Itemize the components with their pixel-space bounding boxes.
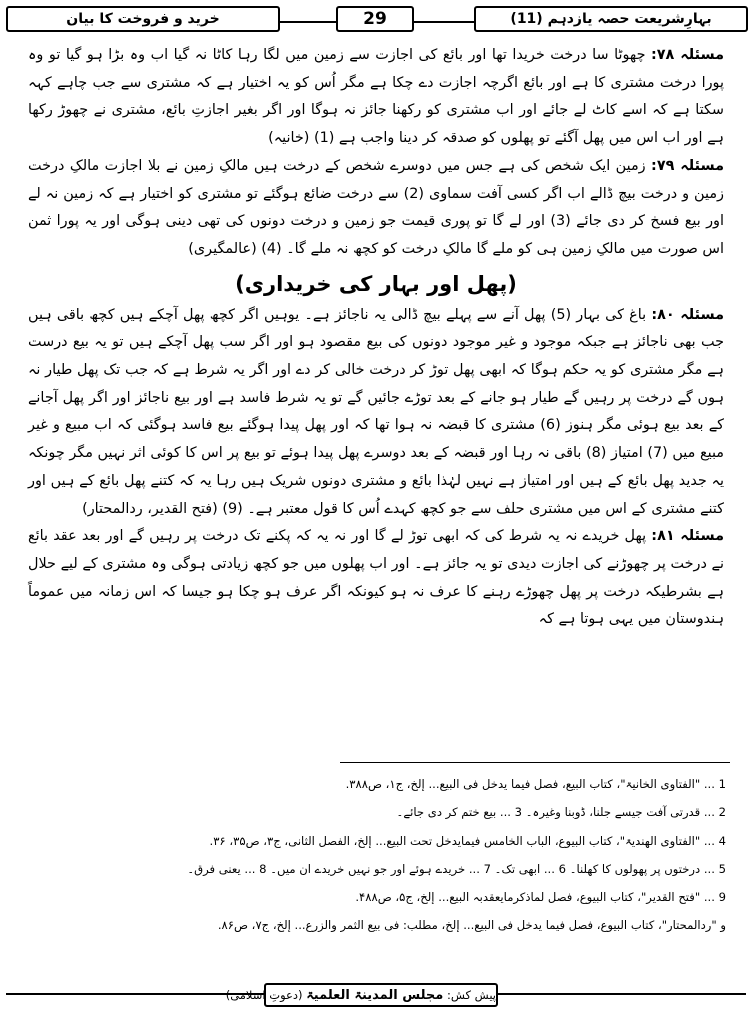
footnotes [40, 770, 726, 940]
book-title: بہارِشریعت حصہ یازدہم (11) [474, 6, 748, 32]
masala-text: زمین ایک شخص کی ہے جس میں دوسرے شخص کے درخت ہیں مالکِ زمین نے بلا اجازت مالکِ درخت زمین و درخت بیچ ڈالے اب اگر کسی آفت سماوی (2) سے درخت ضائع ہوگئے تو مشتری کو اختیار ہے کہ زمین نہ لے اور بیع فسخ کر دی جائے (3) اور لے گا تو پوری قیمت جو زمین و درخت دونوں کی تھی دینی ہوگی اور یہ پورا ثمن اس صورت میں مالکِ زمین ہی کو ملے گا مالکِ درخت کو کچھ نہ ملے گا۔ (4) (عالمگیری) [28, 157, 724, 257]
masala-text: باغ کی بہار (5) پھل آنے سے پہلے بیچ ڈالی یہ ناجائز ہے۔ یوہیں اگر کچھ پھل آچکے ہیں کچھ باقی ہیں جب بھی ناجائز ہے جبکہ موجود و غیر موجود دونوں کی بیع مقصود ہو اور اگر سب پھل آچکے ہیں تو یہ بیع درست ہے مگر مشتری کو یہ حکم ہوگا کہ ابھی پھل توڑ کر درخت خالی کر دے اور اگر یہ شرط ہے کہ جب تک پھل طیار نہ ہوں گے درخت پر رہیں گے طیار ہو جانے کے بعد توڑے جائیں گے تو یہ شرط فاسد ہے اور بیع ناجائز اور اگر پھل آجانے کے بعد بیع ہوئی مگر ہنوز (6) مشتری کا قبضہ نہ ہوا تھا کہ اور پھل پیدا ہوگئے بیع فاسد ہوگئی کہ اب مبیع و غیر مبیع میں (7) امتیاز (8) باقی نہ رہا اور قبضہ کے بعد دوسرے پھل پیدا ہوئے تو بیع پر اس کا کوئی اثر نہیں مگر چونکہ یہ جدید پھل بائع کے ہیں اور امتیاز ہے نہیں لہٰذا بائع و مشتری دونوں شریک ہیں رہا یہ کہ کتنے پھل بائع کے ہیں اور کتنے مشتری کے اس میں مشتری حلف سے جو کچھ کہدے اُس کا قول معتبر ہے۔ (9) (فتح القدیر، ردالمحتار) [28, 306, 724, 517]
footnote: 4 ... "الفتاوی الھندیۃ"، کتاب البیوع، الباب الخامس فیمایدخل تحت البیع... إلخ، الفصل الثانی، ج۳، ص۳۵، ۳۶. [209, 833, 726, 848]
footnote: 5 ... درختوں پر پھولوں کا کھلنا۔ 6 ... ابھی تک۔ 7 ... خریدے ہوئے اور جو نہیں خریدے ان میں۔ 8 ... یعنی فرق۔ [187, 861, 726, 876]
publisher-prefix: پیش کش: [447, 988, 496, 1002]
page-header [6, 6, 746, 30]
footnote: 9 ... "فتح القدیر"، کتاب البیوع، فصل لماذکرمایعقدبہ البیع... إلخ، ج۵، ص۴۸۸. [355, 890, 726, 905]
masala-text: چھوٹا سا درخت خریدا تھا اور بائع کی اجازت سے زمین میں لگا رہا کاٹا نہ گیا اب وہ بڑا ہو گیا تو وہ پورا درخت مشتری کا ہے اور بائع اگرچہ اجازت دے چکا ہے مگر اُس کو یہ اختیار ہے کہ مشتری سے جب چاہے کہہ سکتا ہے کہ اسے کاٹ لے جائے اور اب مشتری کو رکھنا جائز نہ ہوگا اور اگر بغیر اجازتِ بائع، مشتری نے چھوڑ رکھا ہے اور اب اس میں پھل آگئے تو پھلوں کو صدقہ کر دینا واجب ہے (1) (خانیہ) [28, 47, 724, 147]
masala-paragraph [28, 42, 724, 153]
masala-label: مسئلہ ۷۹: [651, 157, 724, 174]
masala-paragraph [28, 523, 724, 634]
chapter-title: خرید و فروخت کا بیان [6, 6, 280, 32]
main-text [28, 42, 724, 634]
footnote-rule [340, 762, 730, 763]
masala-label: مسئلہ ۸۱: [651, 528, 724, 545]
page-footer [6, 983, 746, 1005]
masala-label: مسئلہ ۷۸: [650, 47, 725, 63]
publisher-name: مجلس المدینۃ العلمیۃ [306, 988, 444, 1003]
footnote: 1 ... "الفتاوی الخانیۃ"، کتاب البیع، فصل فیما یدخل فی البیع... إلخ، ج۱، ص۳۸۸. [345, 777, 726, 791]
masala-paragraph [28, 153, 724, 264]
masala-text: پھل خریدے نہ یہ شرط کی کہ ابھی توڑ لے گا اور نہ یہ کہ پکنے تک درخت پر رہیں گے اور بعد عقد بائع نے درخت پر چھوڑنے کی اجازت دیدی تو یہ جائز ہے۔ اور اب پھلوں میں جو کچھ زیادتی ہوگی وہ مشتری کے لیے حلال ہے بشرطیکہ درخت پر پھل چھوڑے رہنے کا عرف نہ ہو کیونکہ اگر عرف ہو چکا ہو جیسا کہ اس زمانہ میں عموماً ہندوستان میں یہی ہوتا ہے کہ [28, 528, 724, 628]
section-heading: (پھل اور بہار کی خریداری) [235, 271, 517, 296]
page-number: 29 [336, 6, 414, 32]
publisher-box [225, 983, 498, 1007]
footnote: و "ردالمحتار"، کتاب البیوع، فصل فیما یدخل فی البیع... إلخ، مطلب: فی بیع الثمر والزرع... إلخ، ج۷، ص۸۶. [217, 918, 726, 933]
masala-paragraph [28, 302, 724, 524]
footnote: 2 ... قدرتی آفت جیسے جلنا، ڈوبنا وغیرہ۔ 3 ... بیع ختم کر دی جائے۔ [396, 805, 726, 820]
masala-label: مسئلہ ۸۰: [651, 306, 725, 323]
publisher-suffix: (دعوتِ اسلامی) [225, 988, 303, 1002]
